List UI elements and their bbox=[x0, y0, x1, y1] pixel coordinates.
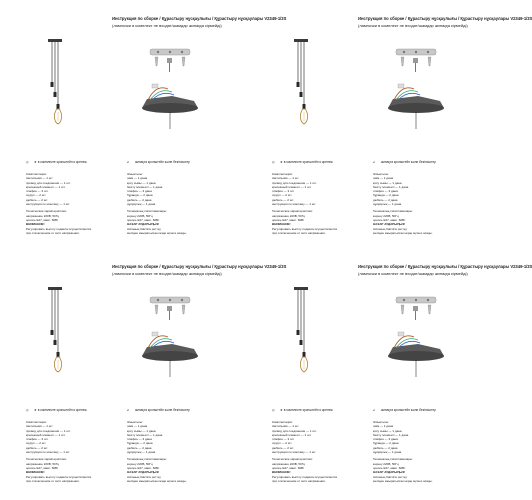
spec-line: бұранда — 2 дана bbox=[373, 441, 399, 446]
pendant-lamp-illustration bbox=[12, 4, 242, 164]
mark-right-text: жинақта кронштейн және бекіткіштер bbox=[135, 160, 190, 164]
right-col-title: Жиынтығы: bbox=[373, 420, 389, 424]
spec-line: бұранда — 2 дана bbox=[127, 441, 153, 446]
spec-line: плафон — 3 шт. bbox=[272, 189, 295, 194]
header-title: Инструкция по сборке / Құрастыру нұсқаулығы / Құрастыру нұсқаулары bbox=[112, 16, 264, 21]
instruction-sheet bbox=[12, 4, 287, 235]
spec-line: плафон — 3 дана bbox=[127, 437, 152, 442]
spec-line: кернеу 220В, 50Гц bbox=[373, 213, 399, 218]
kz-mark-icon: ⌀ bbox=[127, 160, 129, 164]
mark-left-text: ★ в комплекте кронштейн и крепеж bbox=[280, 408, 333, 412]
spec-line: цоколь E27, макс. 60Вт bbox=[373, 217, 406, 222]
spec-line: инструкция по монтажу — 1 шт. bbox=[26, 450, 71, 455]
spec-line: Технические характеристики: bbox=[26, 209, 67, 214]
spec-line: кернеу 220В, 50Гц bbox=[127, 461, 153, 466]
spec-line: плафон — 3 шт. bbox=[26, 189, 49, 194]
spec-line: напряжение 220В, 50Гц bbox=[26, 213, 60, 218]
mounting-bracket-icon bbox=[150, 49, 190, 55]
spec-line: плафон — 3 дана bbox=[373, 189, 398, 194]
mounting-bracket-icon bbox=[396, 297, 436, 303]
spec-line: Аспаның биіктігін реттеу bbox=[373, 226, 407, 231]
left-warning-title: ВНИМАНИЕ! bbox=[272, 222, 291, 227]
spec-line: цоколь E27, макс. 60Вт bbox=[272, 465, 305, 470]
pendant-lamp-illustration bbox=[258, 4, 488, 164]
spec-line: бекіту элементі — 1 дана bbox=[373, 184, 409, 189]
spec-line: крепежный элемент — 1 шт. bbox=[272, 432, 312, 437]
spec-line: бекіту элементі — 1 дана bbox=[127, 432, 163, 437]
spec-line: плафон — 3 дана bbox=[373, 437, 398, 442]
right-warning-title: НАЗАР АУДАРЫҢЫЗ! bbox=[127, 470, 160, 475]
spec-line: крепежный элемент — 1 шт. bbox=[272, 184, 312, 189]
spec-line: желіден ажыратылған кезде жүзеге асады. bbox=[373, 230, 433, 235]
spec-line: плафон — 3 шт. bbox=[26, 437, 49, 442]
spec-line: дюбель — 2 шт. bbox=[26, 197, 49, 202]
spec-line: нұсқаулық — 1 дана bbox=[373, 450, 402, 455]
spec-line: крепежный элемент — 1 шт. bbox=[26, 432, 66, 437]
spec-line: дюбель — 2 шт. bbox=[26, 445, 49, 450]
left-warning-title: ВНИМАНИЕ! bbox=[26, 470, 45, 475]
spec-line: дюбель — 2 шт. bbox=[272, 197, 295, 202]
wiring-diagram-icon bbox=[142, 84, 198, 129]
spec-line: провод для соединения — 1 шт. bbox=[272, 180, 317, 185]
spec-line: дюбель — 2 дана bbox=[373, 445, 398, 450]
right-col-title: Жиынтығы: bbox=[127, 172, 143, 176]
spec-line: инструкция по монтажу — 1 шт. bbox=[272, 450, 317, 455]
spec-line: цоколь E27, макс. 60Вт bbox=[272, 217, 305, 222]
mark-right-text: жинақта кронштейн және бекіткіштер bbox=[135, 408, 190, 412]
instruction-sheet bbox=[12, 252, 287, 483]
eac-mark-icon: ◎ bbox=[26, 408, 29, 412]
spec-line: Технические характеристики: bbox=[272, 209, 313, 214]
eac-mark-icon: ◎ bbox=[272, 408, 275, 412]
screw-icon bbox=[155, 305, 185, 320]
spec-line: желіден ажыратылған кезде жүзеге асады. bbox=[127, 230, 187, 235]
wiring-diagram-icon bbox=[388, 332, 444, 377]
header-note: (лампочки в комплект не входят/шамдар жинаққа кірмейді) bbox=[112, 271, 222, 276]
screw-icon bbox=[401, 57, 431, 72]
spec-line: инструкция по монтажу — 1 шт. bbox=[26, 202, 71, 207]
spec-line: инструкция по монтажу — 1 шт. bbox=[272, 202, 317, 207]
spec-line: шуруп — 2 шт. bbox=[26, 441, 47, 446]
spec-line: бекіту элементі — 1 дана bbox=[127, 184, 163, 189]
spec-line: плафон — 3 дана bbox=[127, 189, 152, 194]
left-col-title: Комплектация: bbox=[26, 420, 47, 424]
eac-mark-icon: ◎ bbox=[26, 160, 29, 164]
mark-right-text: жинақта кронштейн және бекіткіштер bbox=[381, 160, 436, 164]
left-warning-title: ВНИМАНИЕ! bbox=[272, 470, 291, 475]
spec-line: бекіту элементі — 1 дана bbox=[373, 432, 409, 437]
spec-line: напряжение 220В, 50Гц bbox=[26, 461, 60, 466]
right-col-title: Жиынтығы: bbox=[127, 420, 143, 424]
spec-line: Регулировать высоту подвеса осуществляется bbox=[26, 226, 92, 231]
spec-line: Аспаның биіктігін реттеу bbox=[373, 474, 407, 479]
spec-line: Аспаның биіктігін реттеу bbox=[127, 474, 161, 479]
instruction-sheet bbox=[258, 252, 532, 483]
spec-line: нұсқаулық — 1 дана bbox=[373, 202, 402, 207]
spec-line: цоколь E27, макс. 60Вт bbox=[127, 465, 160, 470]
spec-line: Техникалық сипаттамалары: bbox=[127, 209, 167, 214]
kz-mark-icon: ⌀ bbox=[127, 408, 129, 412]
pendant-lamp-illustration bbox=[258, 252, 488, 412]
instruction-sheet bbox=[258, 4, 532, 235]
spec-line: желіден ажыратылған кезде жүзеге асады. bbox=[373, 478, 433, 483]
header-note: (лампочки в комплект не входят/шамдар жинаққа кірмейді) bbox=[358, 23, 468, 28]
spec-line: провод для соединения — 1 шт. bbox=[26, 180, 71, 185]
spec-line: шам — 1 дана bbox=[127, 176, 148, 181]
spec-line: провод для соединения — 1 шт. bbox=[272, 428, 317, 433]
spec-line: светильник — 1 шт. bbox=[26, 176, 54, 181]
model-number: V2349-1/3S bbox=[510, 16, 532, 21]
right-column bbox=[127, 172, 222, 235]
right-warning-title: НАЗАР АУДАРЫҢЫЗ! bbox=[373, 222, 406, 227]
model-number: V2349-1/3S bbox=[264, 16, 287, 21]
mark-right-text: жинақта кронштейн және бекіткіштер bbox=[381, 408, 436, 412]
left-column bbox=[272, 172, 367, 235]
spec-line: Регулировать высоту подвеса осуществляется bbox=[272, 474, 338, 479]
spec-line: шуруп — 2 шт. bbox=[26, 193, 47, 198]
model-number: V2349-1/3S bbox=[510, 264, 532, 269]
model-number: V2349-1/3S bbox=[264, 264, 287, 269]
spec-line: дюбель — 2 дана bbox=[373, 197, 398, 202]
ceiling-cup-icon bbox=[48, 39, 62, 42]
spec-line: қосу сымы — 1 дана bbox=[127, 180, 156, 185]
right-column bbox=[373, 172, 468, 235]
header-title: Инструкция по сборке / Құрастыру нұсқаулығы / Құрастыру нұсқаулары bbox=[358, 264, 510, 269]
spec-line: дюбель — 2 дана bbox=[127, 445, 152, 450]
left-column bbox=[26, 420, 121, 483]
spec-line: Технические характеристики: bbox=[272, 457, 313, 462]
spec-line: қосу сымы — 1 дана bbox=[373, 428, 402, 433]
spec-line: при отключенном от сети напряжения. bbox=[26, 230, 80, 235]
header-note: (лампочки в комплект не входят/шамдар жинаққа кірмейді) bbox=[112, 23, 222, 28]
spec-line: шам — 1 дана bbox=[373, 424, 394, 429]
mark-left-text: ★ в комплекте кронштейн и крепеж bbox=[280, 160, 333, 164]
spec-line: қосу сымы — 1 дана bbox=[373, 180, 402, 185]
spec-line: Техникалық сипаттамалары: bbox=[127, 457, 167, 462]
left-column bbox=[26, 172, 121, 235]
right-col-title: Жиынтығы: bbox=[373, 172, 389, 176]
spec-line: Аспаның биіктігін реттеу bbox=[127, 226, 161, 231]
spec-line: Техникалық сипаттамалары: bbox=[373, 209, 413, 214]
spec-line: цоколь E27, макс. 60Вт bbox=[127, 217, 160, 222]
spec-line: Техникалық сипаттамалары: bbox=[373, 457, 413, 462]
mounting-bracket-icon bbox=[150, 297, 190, 303]
ceiling-cup-icon bbox=[294, 287, 308, 290]
right-warning-title: НАЗАР АУДАРЫҢЫЗ! bbox=[127, 222, 160, 227]
eac-mark-icon: ◎ bbox=[272, 160, 275, 164]
spec-line: при отключенном от сети напряжения. bbox=[272, 230, 326, 235]
spec-line: крепежный элемент — 1 шт. bbox=[26, 184, 66, 189]
pendant-lamp-illustration bbox=[12, 252, 242, 412]
spec-line: плафон — 3 шт. bbox=[272, 437, 295, 442]
spec-line: нұсқаулық — 1 дана bbox=[127, 450, 156, 455]
right-column bbox=[373, 420, 468, 483]
spec-line: светильник — 1 шт. bbox=[26, 424, 54, 429]
screw-icon bbox=[401, 305, 431, 320]
mark-left-text: ★ в комплекте кронштейн и крепеж bbox=[34, 408, 87, 412]
spec-line: провод для соединения — 1 шт. bbox=[26, 428, 71, 433]
ceiling-cup-icon bbox=[294, 39, 308, 42]
wiring-diagram-icon bbox=[388, 84, 444, 129]
left-col-title: Комплектация: bbox=[272, 420, 293, 424]
screw-icon bbox=[155, 57, 185, 72]
spec-line: напряжение 220В, 50Гц bbox=[272, 461, 306, 466]
spec-line: напряжение 220В, 50Гц bbox=[272, 213, 306, 218]
spec-line: кернеу 220В, 50Гц bbox=[127, 213, 153, 218]
left-warning-title: ВНИМАНИЕ! bbox=[26, 222, 45, 227]
mounting-bracket-icon bbox=[396, 49, 436, 55]
header-note: (лампочки в комплект не входят/шамдар жинаққа кірмейді) bbox=[358, 271, 468, 276]
spec-line: дюбель — 2 шт. bbox=[272, 445, 295, 450]
spec-line: светильник — 1 шт. bbox=[272, 424, 300, 429]
spec-line: кернеу 220В, 50Гц bbox=[373, 461, 399, 466]
header-title: Инструкция по сборке / Құрастыру нұсқаулығы / Құрастыру нұсқаулары bbox=[358, 16, 510, 21]
right-column bbox=[127, 420, 222, 483]
spec-line: желіден ажыратылған кезде жүзеге асады. bbox=[127, 478, 187, 483]
spec-line: при отключенном от сети напряжения. bbox=[26, 478, 80, 483]
right-warning-title: НАЗАР АУДАРЫҢЫЗ! bbox=[373, 470, 406, 475]
mark-left-text: ★ в комплекте кронштейн и крепеж bbox=[34, 160, 87, 164]
spec-line: цоколь E27, макс. 60Вт bbox=[26, 217, 59, 222]
spec-line: цоколь E27, макс. 60Вт bbox=[26, 465, 59, 470]
kz-mark-icon: ⌀ bbox=[373, 160, 375, 164]
spec-line: Регулировать высоту подвеса осуществляется bbox=[272, 226, 338, 231]
spec-line: Регулировать высоту подвеса осуществляется bbox=[26, 474, 92, 479]
spec-line: светильник — 1 шт. bbox=[272, 176, 300, 181]
spec-line: қосу сымы — 1 дана bbox=[127, 428, 156, 433]
spec-line: Технические характеристики: bbox=[26, 457, 67, 462]
ceiling-cup-icon bbox=[48, 287, 62, 290]
spec-line: при отключенном от сети напряжения. bbox=[272, 478, 326, 483]
spec-line: цоколь E27, макс. 60Вт bbox=[373, 465, 406, 470]
left-col-title: Комплектация: bbox=[26, 172, 47, 176]
kz-mark-icon: ⌀ bbox=[373, 408, 375, 412]
spec-line: бұранда — 2 дана bbox=[373, 193, 399, 198]
spec-line: шуруп — 2 шт. bbox=[272, 193, 293, 198]
header-title: Инструкция по сборке / Құрастыру нұсқаулығы / Құрастыру нұсқаулары bbox=[112, 264, 264, 269]
left-column bbox=[272, 420, 367, 483]
spec-line: шам — 1 дана bbox=[373, 176, 394, 181]
spec-line: нұсқаулық — 1 дана bbox=[127, 202, 156, 207]
spec-line: шам — 1 дана bbox=[127, 424, 148, 429]
spec-line: дюбель — 2 дана bbox=[127, 197, 152, 202]
spec-line: бұранда — 2 дана bbox=[127, 193, 153, 198]
spec-line: шуруп — 2 шт. bbox=[272, 441, 293, 446]
left-col-title: Комплектация: bbox=[272, 172, 293, 176]
wiring-diagram-icon bbox=[142, 332, 198, 377]
